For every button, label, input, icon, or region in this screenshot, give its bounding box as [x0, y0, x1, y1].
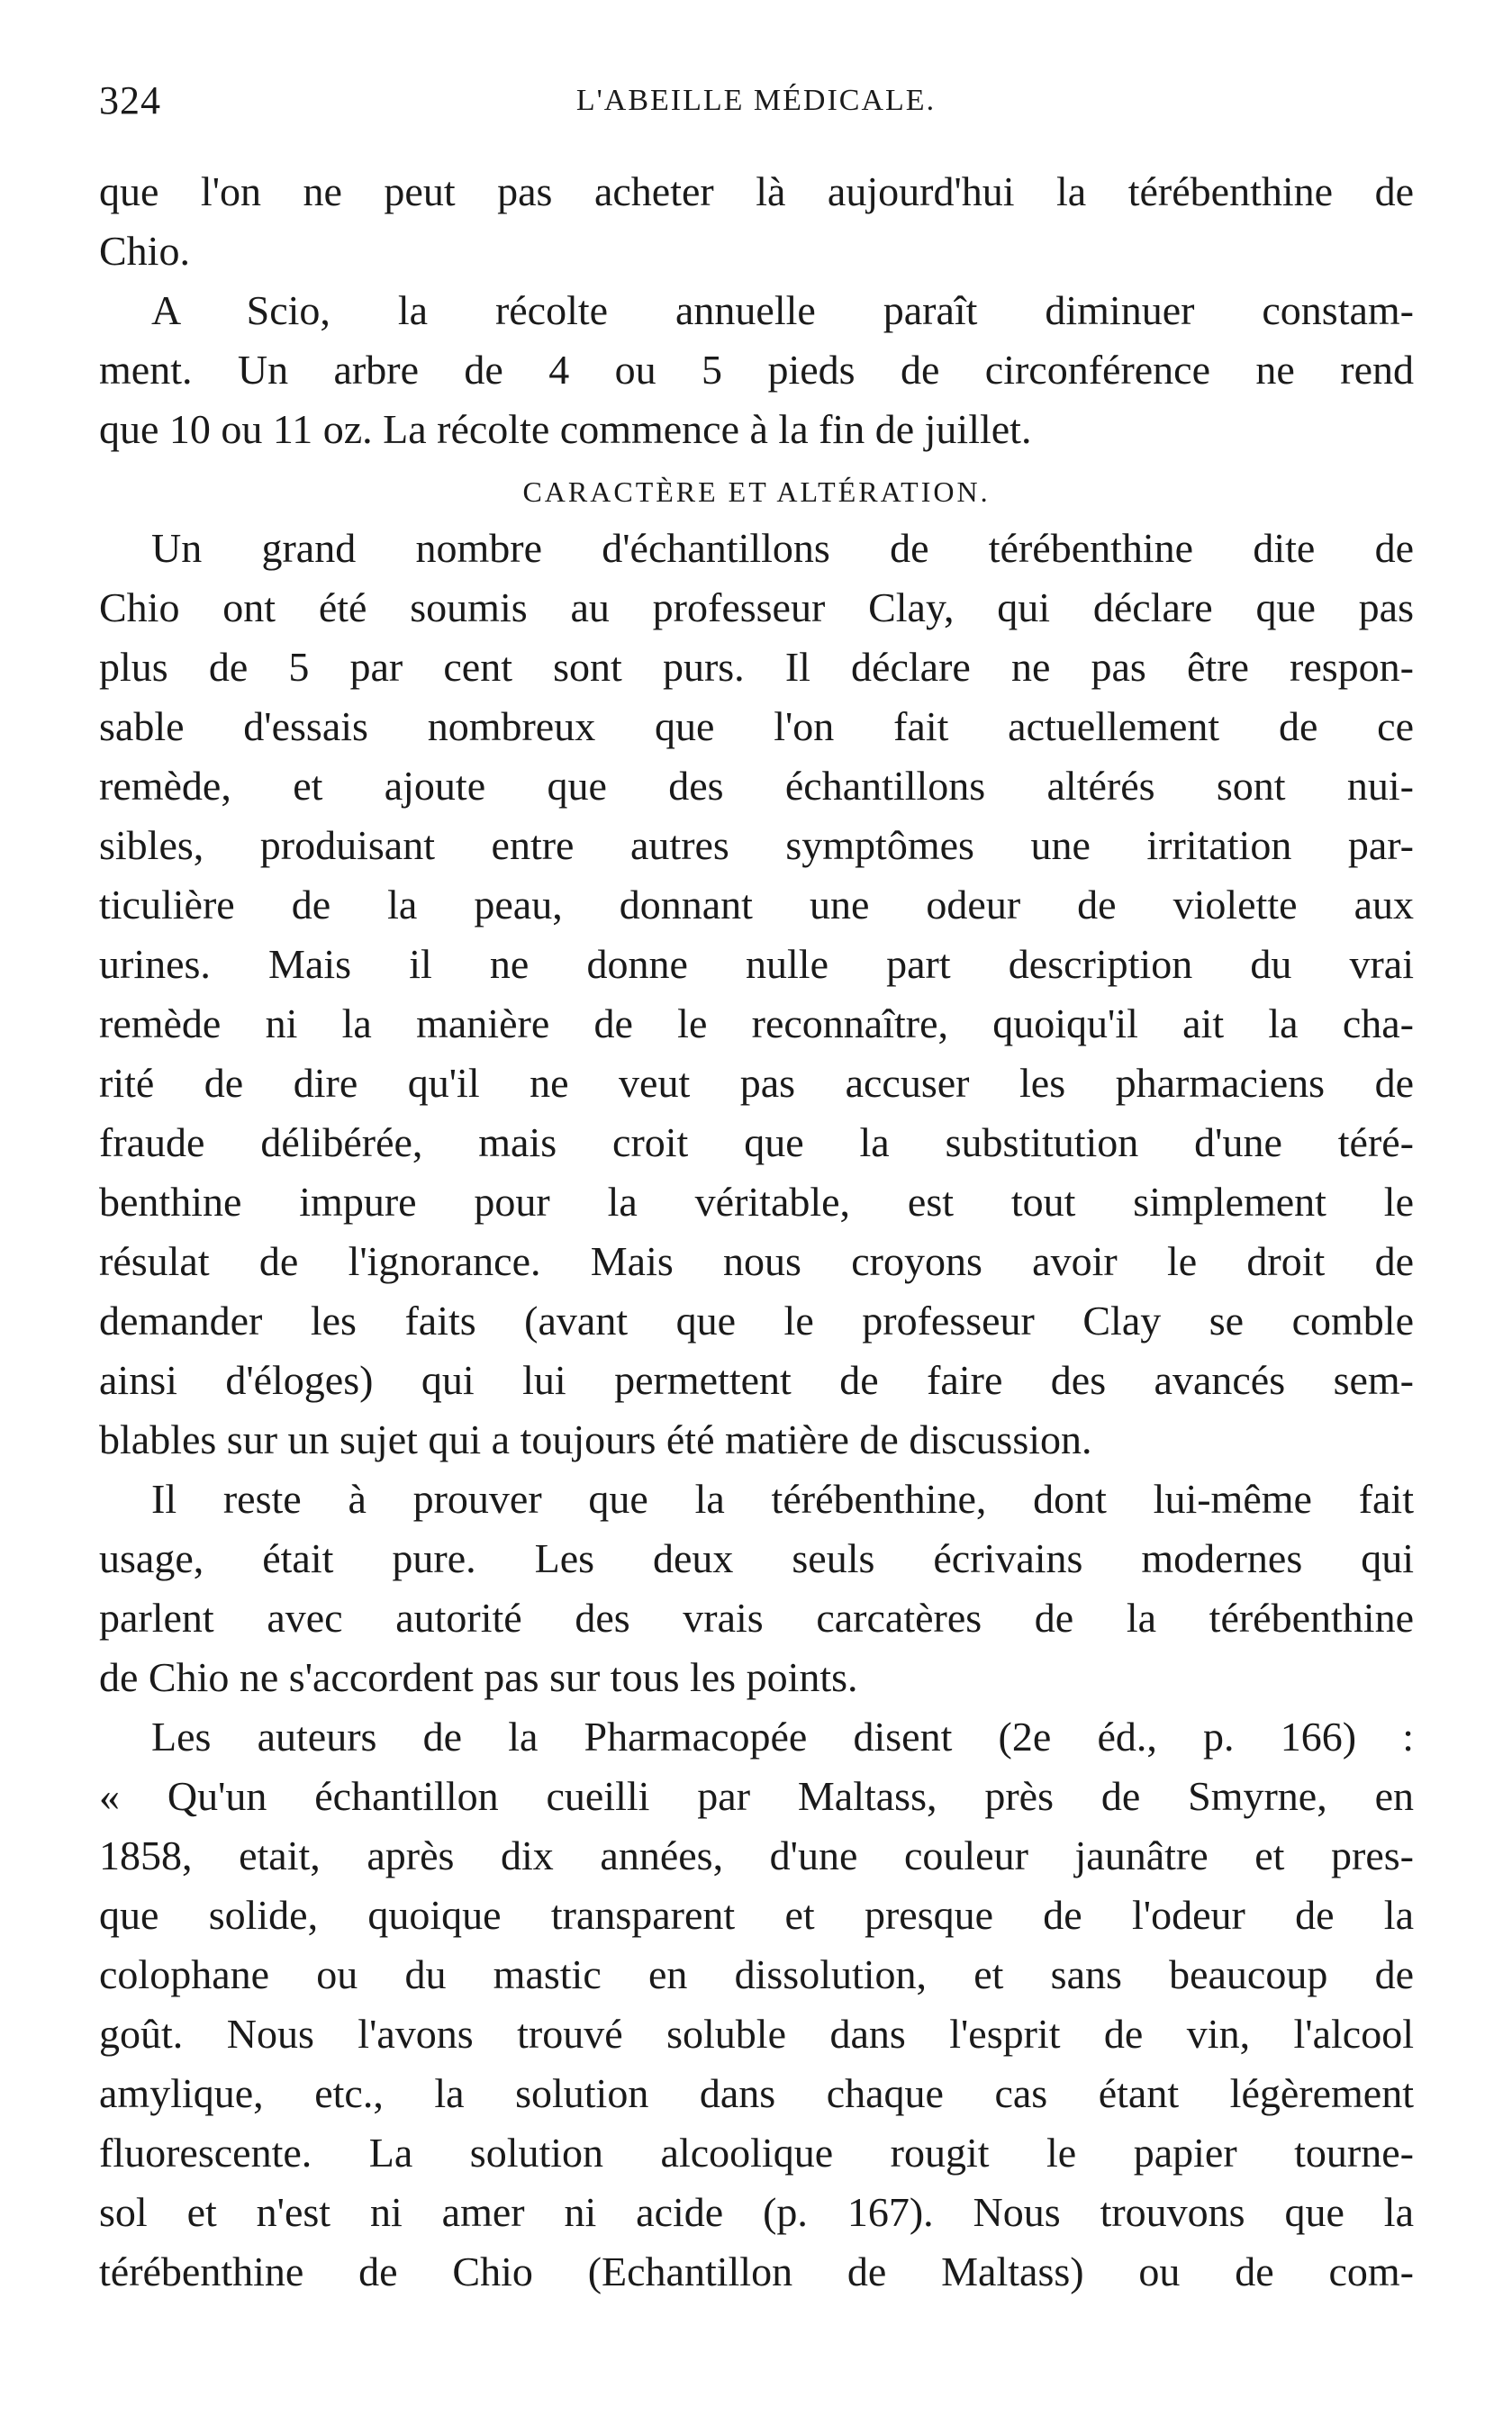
text-line: 1858, etait, après dix années, d'une couleur jaunâtre et pres- — [99, 1832, 1414, 1878]
text-line: blables sur un sujet qui a toujours été matière de discussion. — [99, 1416, 1092, 1462]
text-line: « Qu'un échantillon cueilli par Maltass, près de Smyrne, en — [99, 1773, 1414, 1819]
text-line: que solide, quoique transparent et presque de l'odeur de la — [99, 1892, 1414, 1938]
text-line: Chio. — [99, 228, 190, 274]
page-number: 324 — [99, 78, 161, 122]
text-line: usage, était pure. Les deux seuls écrivains modernes qui — [99, 1535, 1414, 1581]
intro-paragraph — [99, 162, 1414, 281]
text-line: ment. Un arbre de 4 ou 5 pieds de circonférence ne rend — [99, 347, 1414, 393]
text-line: ticulière de la peau, donnant une odeur de violette aux — [99, 882, 1414, 927]
text-line: de Chio ne s'accordent pas sur tous les points. — [99, 1654, 858, 1700]
text-line: remède ni la manière de le reconnaître, quoiqu'il ait la cha- — [99, 1000, 1414, 1046]
text-line: sable d'essais nombreux que l'on fait actuellement de ce — [99, 703, 1414, 749]
text-line: Les auteurs de la Pharmacopée disent (2e éd., p. 166) : — [151, 1714, 1414, 1760]
paragraph-scio — [99, 281, 1414, 459]
text-line: térébenthine de Chio (Echantillon de Maltass) ou de com- — [99, 2249, 1414, 2294]
paragraph-pharmacopee — [99, 1707, 1414, 2302]
text-line: amylique, etc., la solution dans chaque cas étant légèrement — [99, 2070, 1414, 2116]
section-heading: CARACTÈRE ET ALTÉRATION. — [522, 475, 991, 508]
text-line: goût. Nous l'avons trouvé soluble dans l'esprit de vin, l'alcool — [99, 2011, 1414, 2057]
text-line: Chio ont été soumis au professeur Clay, qui déclare que pas — [99, 584, 1414, 630]
text-line: fraude délibérée, mais croit que la substitution d'une téré- — [99, 1119, 1414, 1165]
text-line: résulat de l'ignorance. Mais nous croyons avoir le droit de — [99, 1238, 1414, 1284]
text-line: Il reste à prouver que la térébenthine, dont lui-même fait — [151, 1476, 1414, 1522]
text-line: remède, et ajoute que des échantillons altérés sont nui- — [99, 763, 1414, 809]
text-line: parlent avec autorité des vrais carcatères de la térébenthine — [99, 1595, 1414, 1641]
text-line: Un grand nombre d'échantillons de térébenthine dite de — [151, 525, 1414, 571]
text-line: A Scio, la récolte annuelle paraît diminuer constam- — [151, 287, 1414, 333]
paragraph-clay — [99, 519, 1414, 1470]
text-line: sol et n'est ni amer ni acide (p. 167). Nous trouvons que la — [99, 2189, 1414, 2235]
text-line: sibles, produisant entre autres symptômes une irritation par- — [99, 822, 1414, 868]
paragraph-prouver — [99, 1470, 1414, 1707]
journal-title: L'ABEILLE MÉDICALE. — [575, 84, 937, 117]
text-line: urines. Mais il ne donne nulle part description du vrai — [99, 941, 1414, 987]
text-line: plus de 5 par cent sont purs. Il déclare ne pas être respon- — [99, 644, 1414, 690]
text-line: fluorescente. La solution alcoolique rougit le papier tourne- — [99, 2130, 1414, 2176]
body-text — [99, 162, 1414, 2302]
text-line: que 10 ou 11 oz. La récolte commence à la fin de juillet. — [99, 406, 1032, 452]
text-line: demander les faits (avant que le professeur Clay se comble — [99, 1298, 1414, 1344]
text-line: colophane ou du mastic en dissolution, et sans beaucoup de — [99, 1951, 1414, 1997]
text-line: rité de dire qu'il ne veut pas accuser les pharmaciens de — [99, 1060, 1414, 1106]
running-header — [99, 74, 1413, 128]
text-line: ainsi d'éloges) qui lui permettent de faire des avancés sem- — [99, 1357, 1414, 1403]
text-line: benthine impure pour la véritable, est tout simplement le — [99, 1179, 1414, 1225]
text-line: que l'on ne peut pas acheter là aujourd'hui la térébenthine de — [99, 168, 1414, 214]
